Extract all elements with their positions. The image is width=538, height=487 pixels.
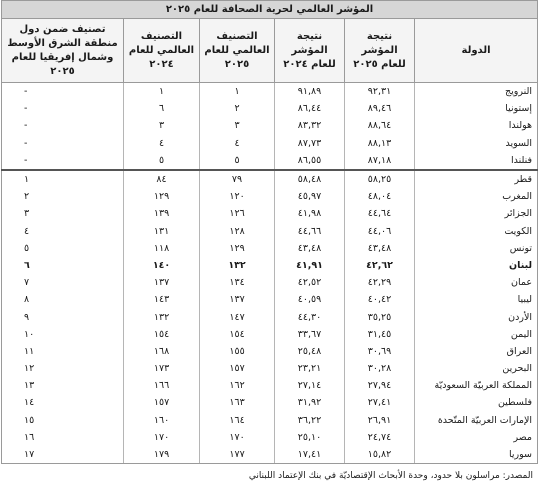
press-freedom-table-container: [1, 0, 537, 487]
table-row: [2, 135, 538, 152]
cell-score-2025: ٤٨,٠٤: [345, 188, 415, 205]
source-note: المصدر: مراسلون بلا حدود، وحدة الأبحاث الإقتصاديّة في بنك الإعتماد اللبناني: [248, 471, 533, 481]
cell-score-2024: ٨٦,٥٥: [275, 152, 345, 170]
cell-score-2024: ٥٨,٤٨: [275, 170, 345, 188]
cell-rank-2025: ١٥٥: [200, 343, 275, 360]
cell-score-2025: ٣٠,٦٩: [345, 343, 415, 360]
cell-mena-rank-2025: ٤: [2, 223, 124, 240]
cell-country: النرويج: [415, 83, 538, 101]
cell-score-2025: ٢٧,٩٤: [345, 377, 415, 394]
cell-score-2024: ٢٥,١٠: [275, 429, 345, 446]
cell-rank-2025: ١٧٧: [200, 446, 275, 464]
cell-score-2025: ٩٢,٣١: [345, 83, 415, 101]
cell-country: فلسطين: [415, 394, 538, 411]
table-row: [2, 170, 538, 188]
table-row: [2, 205, 538, 222]
table-row: [2, 257, 538, 274]
cell-mena-rank-2025: ٥: [2, 240, 124, 257]
cell-score-2024: ٨٣,٣٢: [275, 117, 345, 134]
cell-rank-2024: ١٦٦: [124, 377, 200, 394]
table-row: [2, 308, 538, 325]
cell-mena-rank-2025: ٧: [2, 274, 124, 291]
cell-rank-2024: ١٦٨: [124, 343, 200, 360]
cell-score-2024: ٣١,٩٢: [275, 394, 345, 411]
cell-score-2024: ٤٠,٥٩: [275, 291, 345, 308]
cell-rank-2025: ١٧٠: [200, 429, 275, 446]
cell-rank-2025: ١٥٤: [200, 326, 275, 343]
cell-score-2025: ٤٠,٤٢: [345, 291, 415, 308]
table-row: [2, 429, 538, 446]
cell-country: الكويت: [415, 223, 538, 240]
header-mena-rank-2025: تصنيف ضمن دول منطقة الشرق الأوسط وشمال إفريقيا للعام ٢٠٢٥: [2, 19, 124, 83]
cell-score-2025: ١٥,٨٢: [345, 446, 415, 464]
cell-country: هولندا: [415, 117, 538, 134]
cell-rank-2025: ١٤٧: [200, 308, 275, 325]
cell-mena-rank-2025: ٨: [2, 291, 124, 308]
table-row: [2, 223, 538, 240]
cell-rank-2025: ١: [200, 83, 275, 101]
cell-rank-2024: ١٣٧: [124, 274, 200, 291]
cell-country: المملكة العربيّة السعوديّة: [415, 377, 538, 394]
table-row: [2, 274, 538, 291]
cell-mena-rank-2025: -: [2, 135, 124, 152]
cell-rank-2025: ٥: [200, 152, 275, 170]
cell-score-2025: ٣٥,٢٥: [345, 308, 415, 325]
cell-rank-2024: ١٥٧: [124, 394, 200, 411]
cell-score-2024: ٤٤,٦٦: [275, 223, 345, 240]
cell-country: البحرين: [415, 360, 538, 377]
cell-rank-2024: ١١٨: [124, 240, 200, 257]
cell-mena-rank-2025: -: [2, 83, 124, 101]
cell-mena-rank-2025: -: [2, 117, 124, 134]
cell-country: تونس: [415, 240, 538, 257]
cell-rank-2024: ١٣١: [124, 223, 200, 240]
cell-score-2024: ٢٧,١٤: [275, 377, 345, 394]
cell-mena-rank-2025: -: [2, 100, 124, 117]
cell-score-2025: ٨٩,٤٦: [345, 100, 415, 117]
cell-score-2025: ٤٤,٠٦: [345, 223, 415, 240]
cell-rank-2024: ١٤٠: [124, 257, 200, 274]
cell-mena-rank-2025: ١٠: [2, 326, 124, 343]
table-row: [2, 188, 538, 205]
cell-rank-2025: ١٢٦: [200, 205, 275, 222]
table-row: [2, 100, 538, 117]
cell-score-2024: ٢٣,٢١: [275, 360, 345, 377]
cell-rank-2025: ١٣٢: [200, 257, 275, 274]
cell-rank-2024: ١٧٠: [124, 429, 200, 446]
cell-rank-2025: ١٢٨: [200, 223, 275, 240]
cell-rank-2025: ٧٩: [200, 170, 275, 188]
header-score-2024: نتيجة المؤشر للعام ٢٠٢٤: [275, 19, 345, 83]
cell-rank-2024: ١٣٢: [124, 308, 200, 325]
header-rank-2025: التصنيف العالمي للعام ٢٠٢٥: [200, 19, 275, 83]
cell-mena-rank-2025: ٦: [2, 257, 124, 274]
table-row: [2, 394, 538, 411]
table-row: [2, 83, 538, 101]
cell-rank-2024: ٥: [124, 152, 200, 170]
cell-mena-rank-2025: ١٣: [2, 377, 124, 394]
cell-country: الأردن: [415, 308, 538, 325]
table-row: [2, 240, 538, 257]
cell-country: لبنان: [415, 257, 538, 274]
cell-score-2025: ٤٢,٦٢: [345, 257, 415, 274]
table-row: [2, 343, 538, 360]
cell-mena-rank-2025: ١١: [2, 343, 124, 360]
cell-score-2024: ٣٣,٦٧: [275, 326, 345, 343]
cell-mena-rank-2025: ١٢: [2, 360, 124, 377]
cell-score-2024: ٤٤,٣٠: [275, 308, 345, 325]
cell-score-2025: ٢٦,٩١: [345, 412, 415, 429]
cell-mena-rank-2025: ١٥: [2, 412, 124, 429]
table-row: [2, 446, 538, 464]
cell-score-2025: ٢٧,٤١: [345, 394, 415, 411]
cell-score-2024: ٤١,٩٨: [275, 205, 345, 222]
cell-score-2025: ٨٨,٦٤: [345, 117, 415, 134]
cell-rank-2025: ١٦٤: [200, 412, 275, 429]
cell-score-2025: ٣١,٤٥: [345, 326, 415, 343]
cell-rank-2025: ٢: [200, 100, 275, 117]
cell-rank-2024: ٤: [124, 135, 200, 152]
cell-score-2024: ١٧,٤١: [275, 446, 345, 464]
cell-mena-rank-2025: ١٦: [2, 429, 124, 446]
cell-rank-2025: ١٣٤: [200, 274, 275, 291]
cell-mena-rank-2025: -: [2, 152, 124, 170]
press-freedom-table: [1, 0, 538, 464]
cell-rank-2025: ١٣٧: [200, 291, 275, 308]
cell-rank-2024: ١٥٤: [124, 326, 200, 343]
cell-score-2024: ٨٧,٧٣: [275, 135, 345, 152]
cell-rank-2025: ٣: [200, 117, 275, 134]
header-rank-2024: التصنيف العالمي للعام ٢٠٢٤: [124, 19, 200, 83]
cell-rank-2025: ١٢٠: [200, 188, 275, 205]
cell-country: قطر: [415, 170, 538, 188]
table-row: [2, 377, 538, 394]
cell-country: المغرب: [415, 188, 538, 205]
cell-score-2025: ٣٠,٢٨: [345, 360, 415, 377]
cell-rank-2024: ١٧٣: [124, 360, 200, 377]
cell-country: إستونيا: [415, 100, 538, 117]
cell-country: اليمن: [415, 326, 538, 343]
cell-rank-2024: ١٧٩: [124, 446, 200, 464]
cell-rank-2024: ١٤٣: [124, 291, 200, 308]
table-row: [2, 326, 538, 343]
cell-country: الجزائر: [415, 205, 538, 222]
cell-rank-2025: ١٦٢: [200, 377, 275, 394]
cell-score-2025: ٤٣,٤٨: [345, 240, 415, 257]
cell-score-2024: ٣٦,٢٢: [275, 412, 345, 429]
cell-score-2024: ٢٥,٤٨: [275, 343, 345, 360]
cell-mena-rank-2025: ٣: [2, 205, 124, 222]
table-title: المؤشر العالمي لحرية الصحافة للعام ٢٠٢٥: [2, 1, 538, 19]
header-score-2025: نتيجة المؤشر للعام ٢٠٢٥: [345, 19, 415, 83]
cell-country: مصر: [415, 429, 538, 446]
cell-score-2025: ٢٤,٧٤: [345, 429, 415, 446]
cell-country: سوريا: [415, 446, 538, 464]
cell-rank-2024: ٣: [124, 117, 200, 134]
cell-score-2025: ٤٤,٦٤: [345, 205, 415, 222]
cell-country: ليبيا: [415, 291, 538, 308]
cell-score-2025: ٤٢,٢٩: [345, 274, 415, 291]
cell-rank-2024: ١: [124, 83, 200, 101]
cell-mena-rank-2025: ٩: [2, 308, 124, 325]
table-row: [2, 412, 538, 429]
cell-mena-rank-2025: ٢: [2, 188, 124, 205]
cell-mena-rank-2025: ١: [2, 170, 124, 188]
table-row: [2, 152, 538, 170]
cell-country: السويد: [415, 135, 538, 152]
cell-mena-rank-2025: ١٧: [2, 446, 124, 464]
cell-score-2024: ٩١,٨٩: [275, 83, 345, 101]
cell-country: الإمارات العربيّة المتّحدة: [415, 412, 538, 429]
cell-rank-2024: ٨٤: [124, 170, 200, 188]
cell-country: عمان: [415, 274, 538, 291]
cell-score-2025: ٨٧,١٨: [345, 152, 415, 170]
cell-score-2024: ٤١,٩١: [275, 257, 345, 274]
table-row: [2, 117, 538, 134]
table-row: [2, 291, 538, 308]
cell-score-2024: ٤٥,٩٧: [275, 188, 345, 205]
cell-rank-2025: ٤: [200, 135, 275, 152]
cell-score-2024: ٤٣,٤٨: [275, 240, 345, 257]
cell-rank-2024: ١٢٩: [124, 188, 200, 205]
cell-country: فنلندا: [415, 152, 538, 170]
cell-rank-2024: ١٦٠: [124, 412, 200, 429]
cell-rank-2025: ١٦٣: [200, 394, 275, 411]
cell-rank-2024: ٦: [124, 100, 200, 117]
cell-score-2024: ٤٢,٥٢: [275, 274, 345, 291]
cell-rank-2025: ١٢٩: [200, 240, 275, 257]
cell-score-2025: ٨٨,١٣: [345, 135, 415, 152]
cell-score-2024: ٨٦,٤٤: [275, 100, 345, 117]
cell-rank-2025: ١٥٧: [200, 360, 275, 377]
table-row: [2, 360, 538, 377]
cell-country: العراق: [415, 343, 538, 360]
cell-score-2025: ٥٨,٢٥: [345, 170, 415, 188]
cell-mena-rank-2025: ١٤: [2, 394, 124, 411]
header-country: الدولة: [415, 19, 538, 83]
table-body: [2, 83, 538, 464]
cell-rank-2024: ١٣٩: [124, 205, 200, 222]
